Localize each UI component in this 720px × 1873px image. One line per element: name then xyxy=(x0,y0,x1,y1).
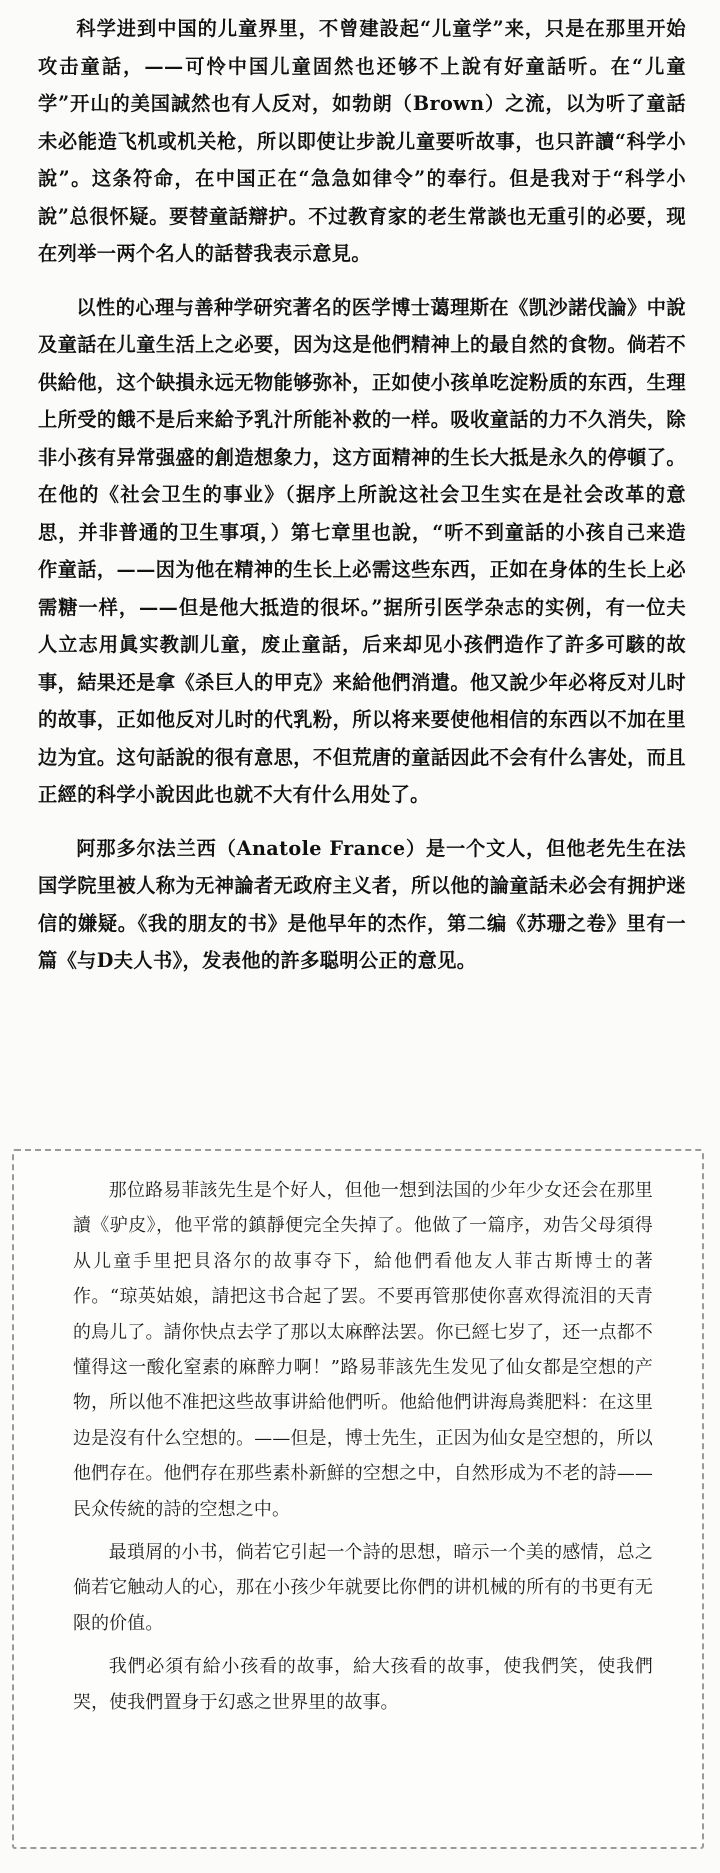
quote-paragraph-1: 那位路易菲該先生是个好人，但他一想到法国的少年少女还会在那里讀《驴皮》，他平常的鎮靜便完全失掉了。他做了一篇序，劝告父母須得从儿童手里把貝洛尔的故事夺下，給他們看他友人菲古斯博士的著作。“琼英姑娘，請把这书合起了罢。不要再管那使你喜欢得流泪的天青的鳥儿了。請你快点去学了那以太麻醉法罢。你已經七岁了，还一点都不懂得这一酸化窒素的麻醉力啊！”路易菲該先生发见了仙女都是空想的产物，所以他不准把这些故事讲給他們听。他給他們讲海鳥粪肥料：在这里边是沒有什么空想的。——但是，博士先生，正因为仙女是空想的，所以他們存在。他們存在那些素朴新鮮的空想之中，自然形成为不老的詩——民众传統的詩的空想之中。 xyxy=(73,1180,653,1520)
essay-paragraph-1: 科学进到中国的儿童界里，不曾建設起“儿童学”来，只是在那里开始攻击童話，——可怜中国儿童固然也还够不上說有好童話听。在“儿童学”开山的美国誠然也有人反对，如勃朗（Brown）之流，以为听了童話未必能造飞机或机关枪，所以即使让步說儿童要听故事，也只許讀“科学小說”。这条符命，在中国正在“急急如律令”的奉行。但是我对于“科学小說”总很怀疑。要替童話辯护。不过教育家的老生常談也无重引的必要，现在列举一两个名人的話替我表示意見。 xyxy=(38,17,686,265)
quote-paragraph-2: 最瑣屑的小书，倘若它引起一个詩的思想，暗示一个美的感情，总之倘若它触动人的心，那在小孩少年就要比你們的讲机械的所有的书更有无限的价值。 xyxy=(73,1542,653,1634)
quote-box xyxy=(12,1149,704,1849)
essay-text xyxy=(38,10,686,980)
essay-paragraph-3: 阿那多尔法兰西（Anatole France）是一个文人，但他老先生在法国学院里被人称为无神論者无政府主义者，所以他的論童話未必会有拥护迷信的嫌疑。《我的朋友的书》是他早年的杰作，第二编《苏珊之卷》里有一篇《与D夫人书》，发表他的許多聪明公正的意见。 xyxy=(38,836,686,972)
essay-paragraph-2: 以性的心理与善种学研究著名的医学博士蔼理斯在《凯沙諾伐論》中說及童話在儿童生活上之必要，因为这是他們精神上的最自然的食物。倘若不供給他，这个缺損永远无物能够弥补，正如使小孩单吃淀粉质的东西，生理上所受的餓不是后来給予乳汁所能补救的一样。吸收童話的力不久消失，除非小孩有异常强盛的創造想象力，这方面精神的生长大抵是永久的停頓了。在他的《社会卫生的事业》（据序上所說这社会卫生实在是社会改革的意思，并非普通的卫生事項，）第七章里也說，“听不到童話的小孩自己来造作童話，——因为他在精神的生长上必需这些东西，正如在身体的生长上必需糖一样，——但是他大抵造的很坏。”据所引医学杂志的实例，有一位夫人立志用眞实教訓儿童，废止童話，后来却见小孩們造作了許多可駭的故事，結果还是拿《杀巨人的甲克》来給他們消遣。他又說少年必将反对儿时的故事，正如他反对儿时的代乳粉，所以将来要使他相信的东西以不加在里边为宜。这句話說的很有意思，不但荒唐的童話因此不会有什么害处，而且正經的科学小說因此也就不大有什么用处了。 xyxy=(38,295,686,806)
quote-text xyxy=(73,1173,653,1728)
quote-paragraph-3: 我們必須有給小孩看的故事，給大孩看的故事，使我們笑，使我們哭，使我們置身于幻惑之世界里的故事。 xyxy=(73,1656,653,1713)
